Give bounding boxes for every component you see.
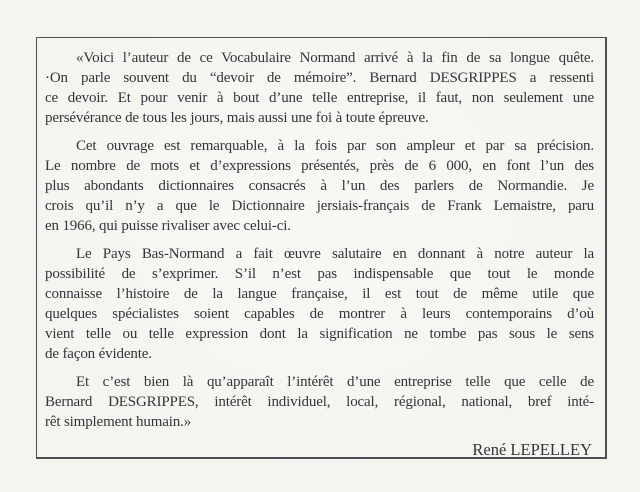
- text-line: de façon évidente.: [45, 346, 152, 362]
- text-line: quelques spécialistes soient capables de montrer à leurs contemporains d’où: [45, 306, 594, 322]
- signature: René LEPELLEY: [472, 440, 592, 459]
- text-line: en 1966, qui puisse rivaliser avec celui-ci.: [45, 218, 291, 234]
- quote-paragraph-2: [45, 136, 594, 236]
- quote-paragraph-3: [45, 244, 594, 364]
- text-line: ·On parle souvent du “devoir de mémoire”. Bernard DESGRIPPES a ressenti: [45, 70, 594, 86]
- text-line: plus abondants dictionnaires consacrés à l’un des parlers de Normandie. Je: [45, 178, 594, 194]
- text-line: persévérance de tous les jours, mais aussi une foi à toute épreuve.: [45, 110, 429, 126]
- quote-paragraph-4: [45, 372, 594, 432]
- text-line: Le nombre de mots et d’expressions présentés, près de 6 000, en font l’un des: [45, 158, 594, 174]
- text-line: rêt simplement humain.»: [45, 414, 192, 430]
- text-line: «Voici l’auteur de ce Vocabulaire Normand arrivé à la fin de sa longue quête.: [76, 50, 594, 66]
- text-line: Bernard DESGRIPPES, intérêt individuel, local, régional, national, bref inté-: [45, 394, 594, 410]
- text-line: possibilité de s’exprimer. S’il n’est pas indispensable que tout le monde: [45, 266, 594, 282]
- text-line: Le Pays Bas-Normand a fait œuvre salutaire en donnant à notre auteur la: [76, 246, 594, 262]
- text-line: ce devoir. Et pour venir à bout d’une telle entreprise, il faut, non seulement une: [45, 90, 594, 106]
- text-line: Cet ouvrage est remarquable, à la fois par son ampleur et par sa précision.: [76, 138, 594, 154]
- text-line: crois qu’il n’y a que le Dictionnaire jersiais-français de Frank Lemaistre, paru: [45, 198, 594, 214]
- text-line: connaisse l’histoire de la langue française, il est tout de même utile que: [45, 286, 594, 302]
- text-line: vient telle ou telle expression dont la signification ne tombe pas sous le sens: [45, 326, 594, 342]
- quote-box: [36, 37, 607, 459]
- text-line: Et c’est bien là qu’apparaît l’intérêt d’une entreprise telle que celle de: [76, 374, 594, 390]
- quote-paragraph-1: [45, 48, 594, 128]
